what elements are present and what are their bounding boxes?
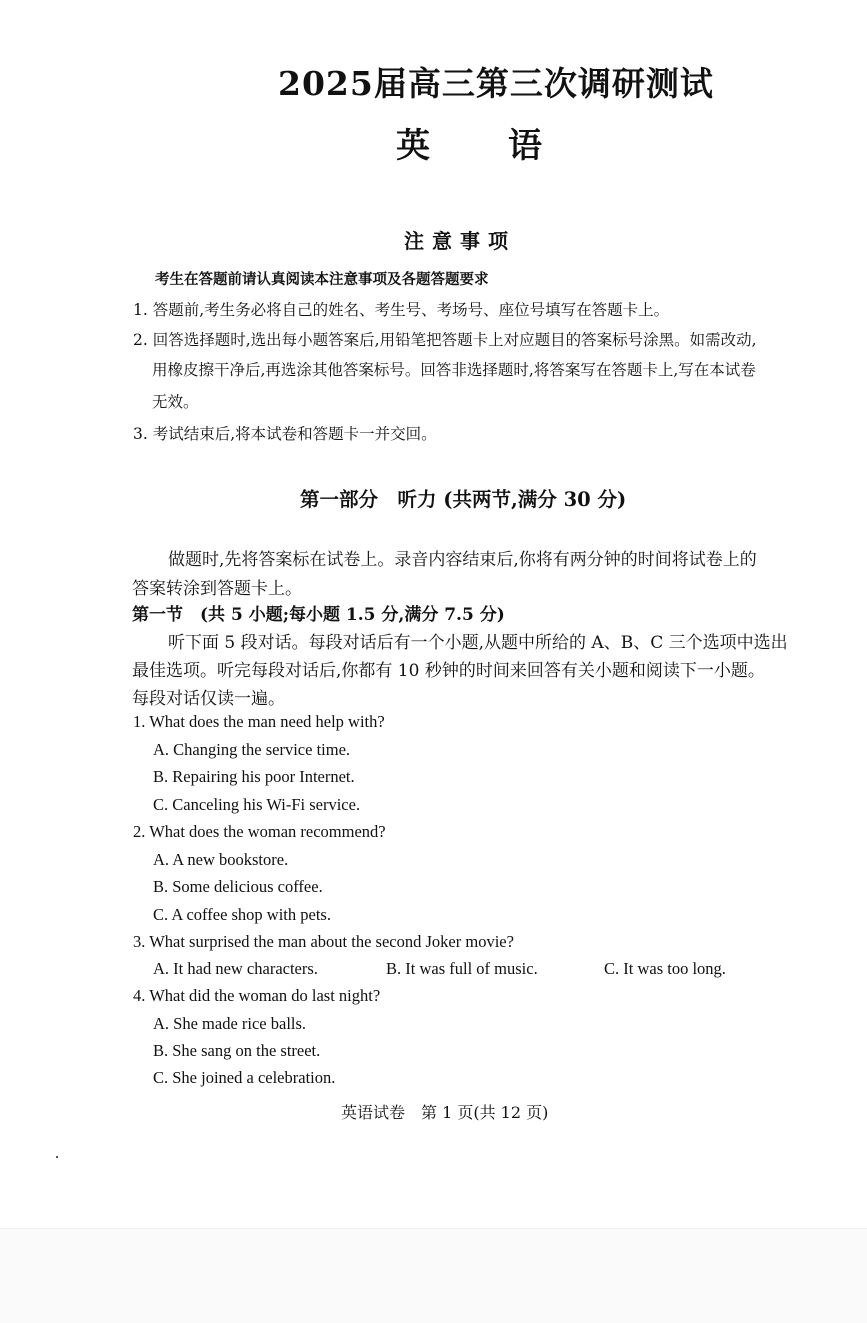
question-2-option-b: B. Some delicious coffee. <box>153 877 323 896</box>
scan-speck <box>56 1156 58 1158</box>
part1-instruction-1: 做题时,先将答案标在试卷上。录音内容结束后,你将有两分钟的时间将试卷上的 <box>168 550 757 570</box>
subject-char-2: 语 <box>508 126 542 166</box>
exam-title: 2025届高三第三次调研测试 <box>278 64 714 103</box>
section1-line-3: 每段对话仅读一遍。 <box>132 689 285 709</box>
question-2-option-c: C. A coffee shop with pets. <box>153 905 331 924</box>
question-1-option-c: C. Canceling his Wi-Fi service. <box>153 795 361 814</box>
question-4-option-c: C. She joined a celebration. <box>153 1068 336 1087</box>
notice-item-1: 1. 答题前,考生务必将自己的姓名、考生号、考场号、座位号填写在答题卡上。 <box>133 301 670 319</box>
question-4-option-b: B. She sang on the street. <box>153 1041 321 1060</box>
bottom-margin <box>0 1228 867 1323</box>
part1-title: 第一部分 听力 (共两节,满分 30 分) <box>300 488 627 511</box>
section1-line-1: 听下面 5 段对话。每段对话后有一个小题,从题中所给的 A、B、C 三个选项中选出 <box>168 633 788 653</box>
notice-item-2: 2. 回答选择题时,选出每小题答案后,用铅笔把答题卡上对应题目的答案标号涂黑。如需改动, <box>133 331 757 349</box>
notice-title: 注意事项 <box>404 229 516 253</box>
notice-item-2-cont: 用橡皮擦干净后,再选涂其他答案标号。回答非选择题时,将答案写在答题卡上,写在本试卷 <box>152 361 756 379</box>
notice-item-2-end: 无效。 <box>152 393 199 411</box>
subject-title <box>396 118 542 167</box>
question-1-stem: 1. What does the man need help with? <box>133 712 385 731</box>
subject-char-1: 英 <box>396 126 430 166</box>
question-4-option-a: A. She made rice balls. <box>153 1014 307 1033</box>
notice-item-3: 3. 考试结束后,将本试卷和答题卡一并交回。 <box>133 425 437 443</box>
section1-line-2: 最佳选项。听完每段对话后,你都有 10 秒钟的时间来回答有关小题和阅读下一小题。 <box>132 661 765 681</box>
question-3-stem: 3. What surprised the man about the second Joker movie? <box>133 932 514 951</box>
notice-intro: 考生在答题前请认真阅读本注意事项及各题答题要求 <box>155 271 489 288</box>
question-2-option-a: A. A new bookstore. <box>153 850 289 869</box>
question-1-option-b: B. Repairing his poor Internet. <box>153 767 355 786</box>
question-2-stem: 2. What does the woman recommend? <box>133 822 386 841</box>
page-footer: 英语试卷 第 1 页(共 12 页) <box>341 1103 549 1122</box>
question-1-option-a: A. Changing the service time. <box>153 740 351 759</box>
part1-instruction-2: 答案转涂到答题卡上。 <box>132 579 302 599</box>
question-4-stem: 4. What did the woman do last night? <box>133 986 381 1005</box>
question-3-option-a: A. It had new characters. <box>153 959 318 978</box>
question-3-option-c: C. It was too long. <box>604 959 726 978</box>
section1-title: 第一节 (共 5 小题;每小题 1.5 分,满分 7.5 分) <box>132 605 505 625</box>
question-3-option-b: B. It was full of music. <box>386 959 538 978</box>
